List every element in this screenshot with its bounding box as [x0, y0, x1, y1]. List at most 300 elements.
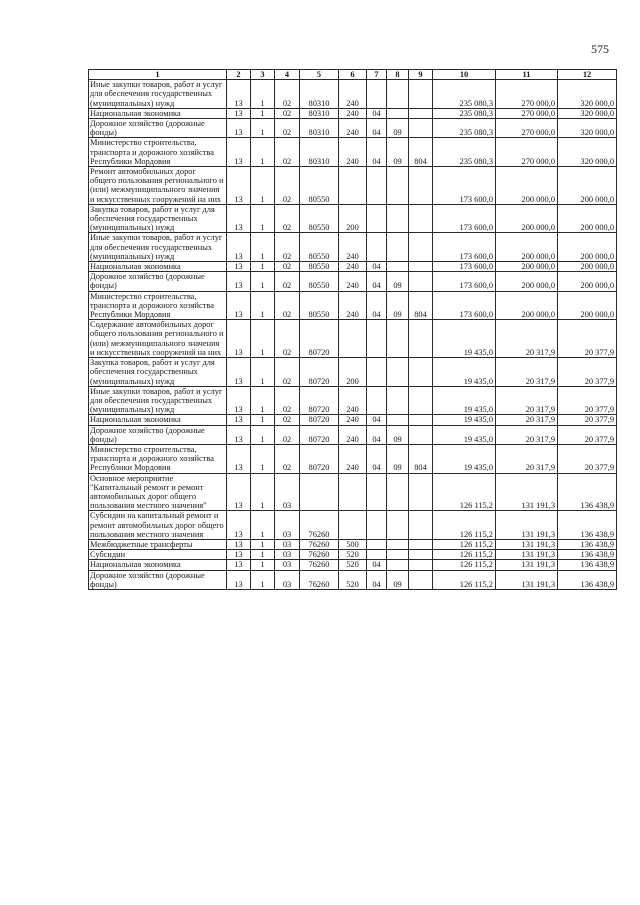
- item-name: Дорожное хозяйство (дорожные фонды): [89, 425, 227, 444]
- code-cell: 02: [275, 138, 300, 167]
- amount-cell: 200 000,0: [558, 167, 617, 205]
- amount-cell: 136 438,9: [558, 539, 617, 549]
- code-cell: 76260: [300, 570, 339, 589]
- code-cell: [387, 80, 409, 109]
- amount-cell: 131 191,3: [496, 570, 558, 589]
- code-cell: 1: [251, 272, 275, 291]
- code-cell: [409, 550, 433, 560]
- code-cell: 04: [367, 444, 387, 473]
- code-cell: 804: [409, 138, 433, 167]
- amount-cell: 200 000,0: [558, 204, 617, 233]
- page-number: 575: [591, 42, 609, 56]
- code-cell: [409, 204, 433, 233]
- table-row: [89, 262, 617, 272]
- table-row: [89, 444, 617, 473]
- amount-cell: 20 377,9: [558, 415, 617, 425]
- code-cell: 13: [227, 473, 251, 511]
- code-cell: 02: [275, 167, 300, 205]
- amount-cell: 235 080,3: [433, 80, 496, 109]
- table-row: [89, 233, 617, 262]
- code-cell: 80310: [300, 80, 339, 109]
- amount-cell: 20 317,9: [496, 320, 558, 358]
- amount-cell: 235 080,3: [433, 119, 496, 138]
- code-cell: 02: [275, 262, 300, 272]
- code-cell: 13: [227, 539, 251, 549]
- amount-cell: 200 000,0: [496, 272, 558, 291]
- amount-cell: 131 191,3: [496, 550, 558, 560]
- code-cell: 76260: [300, 550, 339, 560]
- budget-table: [88, 69, 617, 590]
- code-cell: 1: [251, 570, 275, 589]
- code-cell: 13: [227, 444, 251, 473]
- item-name: Министерство строительства, транспорта и дорожного хозяйства Республики Мордовия: [89, 138, 227, 167]
- table-row: [89, 80, 617, 109]
- code-cell: 76260: [300, 560, 339, 570]
- column-header: 4: [275, 70, 300, 80]
- amount-cell: 131 191,3: [496, 473, 558, 511]
- code-cell: 80550: [300, 291, 339, 320]
- amount-cell: 270 000,0: [496, 138, 558, 167]
- code-cell: 1: [251, 539, 275, 549]
- code-cell: 1: [251, 511, 275, 540]
- code-cell: 02: [275, 204, 300, 233]
- item-name: Субсидии на капитальный ремонт и ремонт автомобильных дорог общего пользования местного значения: [89, 511, 227, 540]
- amount-cell: 19 435,0: [433, 320, 496, 358]
- code-cell: [367, 320, 387, 358]
- code-cell: 13: [227, 358, 251, 387]
- code-cell: 04: [367, 415, 387, 425]
- table-header-row: [89, 70, 617, 80]
- code-cell: 04: [367, 108, 387, 118]
- code-cell: 240: [339, 138, 367, 167]
- amount-cell: 200 000,0: [496, 262, 558, 272]
- code-cell: 240: [339, 233, 367, 262]
- table-row: [89, 415, 617, 425]
- code-cell: 13: [227, 320, 251, 358]
- amount-cell: 126 115,2: [433, 511, 496, 540]
- code-cell: [387, 560, 409, 570]
- code-cell: 1: [251, 233, 275, 262]
- code-cell: 03: [275, 473, 300, 511]
- item-name: Национальная экономика: [89, 415, 227, 425]
- code-cell: 04: [367, 570, 387, 589]
- code-cell: 09: [387, 272, 409, 291]
- code-cell: 240: [339, 108, 367, 118]
- code-cell: [409, 262, 433, 272]
- code-cell: [387, 386, 409, 415]
- amount-cell: 19 435,0: [433, 386, 496, 415]
- code-cell: [387, 473, 409, 511]
- code-cell: 520: [339, 550, 367, 560]
- code-cell: [367, 80, 387, 109]
- amount-cell: 173 600,0: [433, 272, 496, 291]
- code-cell: [409, 108, 433, 118]
- code-cell: 80310: [300, 119, 339, 138]
- amount-cell: 126 115,2: [433, 539, 496, 549]
- item-name: Основное мероприятие "Капитальный ремонт и ремонт автомобильных дорог общего пользования местного значения": [89, 473, 227, 511]
- code-cell: 80720: [300, 415, 339, 425]
- table-row: [89, 560, 617, 570]
- code-cell: [387, 204, 409, 233]
- code-cell: 80310: [300, 138, 339, 167]
- amount-cell: 270 000,0: [496, 119, 558, 138]
- amount-cell: 126 115,2: [433, 560, 496, 570]
- code-cell: 03: [275, 511, 300, 540]
- amount-cell: 235 080,3: [433, 108, 496, 118]
- code-cell: [409, 539, 433, 549]
- code-cell: 1: [251, 138, 275, 167]
- code-cell: 1: [251, 291, 275, 320]
- code-cell: 1: [251, 473, 275, 511]
- amount-cell: 136 438,9: [558, 511, 617, 540]
- code-cell: [409, 358, 433, 387]
- item-name: Закупка товаров, работ и услуг для обеспечения государственных (муниципальных) нужд: [89, 204, 227, 233]
- column-header: 1: [89, 70, 227, 80]
- code-cell: [387, 108, 409, 118]
- amount-cell: 200 000,0: [496, 204, 558, 233]
- code-cell: [409, 415, 433, 425]
- code-cell: 200: [339, 358, 367, 387]
- amount-cell: 200 000,0: [558, 233, 617, 262]
- code-cell: 13: [227, 511, 251, 540]
- amount-cell: 320 000,0: [558, 138, 617, 167]
- code-cell: 240: [339, 415, 367, 425]
- code-cell: 13: [227, 233, 251, 262]
- code-cell: 80550: [300, 167, 339, 205]
- item-name: Министерство строительства, транспорта и дорожного хозяйства Республики Мордовия: [89, 444, 227, 473]
- code-cell: [409, 560, 433, 570]
- code-cell: 13: [227, 167, 251, 205]
- code-cell: 02: [275, 386, 300, 415]
- code-cell: 13: [227, 108, 251, 118]
- code-cell: [387, 511, 409, 540]
- column-header: 2: [227, 70, 251, 80]
- code-cell: 500: [339, 539, 367, 549]
- amount-cell: 136 438,9: [558, 560, 617, 570]
- code-cell: 80720: [300, 320, 339, 358]
- column-header: 7: [367, 70, 387, 80]
- column-header: 11: [496, 70, 558, 80]
- code-cell: 02: [275, 119, 300, 138]
- code-cell: 04: [367, 119, 387, 138]
- code-cell: [387, 358, 409, 387]
- amount-cell: 320 000,0: [558, 80, 617, 109]
- code-cell: 04: [367, 138, 387, 167]
- code-cell: [409, 80, 433, 109]
- amount-cell: 20 377,9: [558, 320, 617, 358]
- code-cell: 240: [339, 262, 367, 272]
- code-cell: [409, 473, 433, 511]
- code-cell: 13: [227, 560, 251, 570]
- code-cell: [367, 204, 387, 233]
- code-cell: [387, 550, 409, 560]
- code-cell: [387, 320, 409, 358]
- code-cell: [339, 511, 367, 540]
- code-cell: 02: [275, 425, 300, 444]
- item-name: Закупка товаров, работ и услуг для обеспечения государственных (муниципальных) нужд: [89, 358, 227, 387]
- code-cell: 80720: [300, 444, 339, 473]
- code-cell: 09: [387, 425, 409, 444]
- amount-cell: 320 000,0: [558, 119, 617, 138]
- item-name: Министерство строительства, транспорта и дорожного хозяйства Республики Мордовия: [89, 291, 227, 320]
- code-cell: [409, 233, 433, 262]
- table-body: [89, 80, 617, 590]
- amount-cell: 131 191,3: [496, 560, 558, 570]
- code-cell: 13: [227, 204, 251, 233]
- code-cell: 1: [251, 119, 275, 138]
- code-cell: 1: [251, 550, 275, 560]
- code-cell: [409, 386, 433, 415]
- amount-cell: 200 000,0: [496, 167, 558, 205]
- table-row: [89, 167, 617, 205]
- code-cell: 09: [387, 138, 409, 167]
- amount-cell: 20 317,9: [496, 358, 558, 387]
- amount-cell: 19 435,0: [433, 425, 496, 444]
- code-cell: 80550: [300, 204, 339, 233]
- code-cell: [367, 550, 387, 560]
- code-cell: 804: [409, 444, 433, 473]
- table-row: [89, 272, 617, 291]
- amount-cell: 173 600,0: [433, 291, 496, 320]
- code-cell: 240: [339, 119, 367, 138]
- item-name: Национальная экономика: [89, 108, 227, 118]
- code-cell: 240: [339, 291, 367, 320]
- item-name: Ремонт автомобильных дорог общего пользования регионального и (или) межмуниципального значения и искусственных сооружений на них: [89, 167, 227, 205]
- table-row: [89, 425, 617, 444]
- code-cell: 03: [275, 539, 300, 549]
- code-cell: 09: [387, 444, 409, 473]
- code-cell: 80720: [300, 425, 339, 444]
- code-cell: 13: [227, 262, 251, 272]
- code-cell: 02: [275, 233, 300, 262]
- code-cell: 02: [275, 291, 300, 320]
- code-cell: 13: [227, 291, 251, 320]
- table-row: [89, 320, 617, 358]
- amount-cell: 200 000,0: [496, 291, 558, 320]
- code-cell: 240: [339, 425, 367, 444]
- code-cell: [367, 233, 387, 262]
- code-cell: [409, 272, 433, 291]
- amount-cell: 136 438,9: [558, 570, 617, 589]
- code-cell: [367, 473, 387, 511]
- code-cell: 520: [339, 570, 367, 589]
- code-cell: 1: [251, 204, 275, 233]
- amount-cell: 19 435,0: [433, 444, 496, 473]
- item-name: Национальная экономика: [89, 262, 227, 272]
- code-cell: 240: [339, 386, 367, 415]
- code-cell: 02: [275, 320, 300, 358]
- column-header: 3: [251, 70, 275, 80]
- amount-cell: 20 377,9: [558, 386, 617, 415]
- code-cell: 76260: [300, 511, 339, 540]
- code-cell: [387, 262, 409, 272]
- amount-cell: 20 317,9: [496, 425, 558, 444]
- amount-cell: 20 317,9: [496, 444, 558, 473]
- code-cell: [367, 386, 387, 415]
- code-cell: [367, 358, 387, 387]
- item-name: Дорожное хозяйство (дорожные фонды): [89, 570, 227, 589]
- code-cell: [409, 425, 433, 444]
- amount-cell: 126 115,2: [433, 570, 496, 589]
- amount-cell: 20 377,9: [558, 358, 617, 387]
- item-name: Иные закупки товаров, работ и услуг для обеспечения государственных (муниципальных) нужд: [89, 80, 227, 109]
- item-name: Дорожное хозяйство (дорожные фонды): [89, 272, 227, 291]
- code-cell: 200: [339, 204, 367, 233]
- table-row: [89, 511, 617, 540]
- table-row: [89, 473, 617, 511]
- amount-cell: 19 435,0: [433, 415, 496, 425]
- code-cell: 520: [339, 560, 367, 570]
- code-cell: 02: [275, 272, 300, 291]
- code-cell: 13: [227, 425, 251, 444]
- code-cell: [409, 119, 433, 138]
- code-cell: 1: [251, 425, 275, 444]
- table-row: [89, 386, 617, 415]
- code-cell: 02: [275, 80, 300, 109]
- item-name: Межбюджетные трансферты: [89, 539, 227, 549]
- code-cell: 03: [275, 550, 300, 560]
- code-cell: 02: [275, 108, 300, 118]
- amount-cell: 173 600,0: [433, 204, 496, 233]
- column-header: 8: [387, 70, 409, 80]
- code-cell: 240: [339, 444, 367, 473]
- amount-cell: 270 000,0: [496, 108, 558, 118]
- amount-cell: 20 317,9: [496, 386, 558, 415]
- amount-cell: 126 115,2: [433, 550, 496, 560]
- code-cell: 1: [251, 108, 275, 118]
- code-cell: 02: [275, 444, 300, 473]
- item-name: Иные закупки товаров, работ и услуг для обеспечения государственных (муниципальных) нужд: [89, 386, 227, 415]
- code-cell: 02: [275, 358, 300, 387]
- code-cell: [409, 167, 433, 205]
- code-cell: 80550: [300, 262, 339, 272]
- code-cell: 1: [251, 167, 275, 205]
- amount-cell: 136 438,9: [558, 473, 617, 511]
- code-cell: 76260: [300, 539, 339, 549]
- code-cell: [387, 233, 409, 262]
- code-cell: 13: [227, 550, 251, 560]
- table-row: [89, 570, 617, 589]
- table-row: [89, 291, 617, 320]
- code-cell: [409, 320, 433, 358]
- code-cell: 04: [367, 560, 387, 570]
- code-cell: 80720: [300, 358, 339, 387]
- table-row: [89, 539, 617, 549]
- table-row: [89, 119, 617, 138]
- code-cell: [387, 167, 409, 205]
- item-name: Субсидии: [89, 550, 227, 560]
- code-cell: 1: [251, 358, 275, 387]
- code-cell: 1: [251, 320, 275, 358]
- table-row: [89, 358, 617, 387]
- amount-cell: 173 600,0: [433, 167, 496, 205]
- table-row: [89, 550, 617, 560]
- amount-cell: 136 438,9: [558, 550, 617, 560]
- table-row: [89, 108, 617, 118]
- amount-cell: 131 191,3: [496, 511, 558, 540]
- code-cell: 04: [367, 291, 387, 320]
- code-cell: 1: [251, 560, 275, 570]
- code-cell: 240: [339, 272, 367, 291]
- code-cell: 03: [275, 570, 300, 589]
- amount-cell: 270 000,0: [496, 80, 558, 109]
- amount-cell: 173 600,0: [433, 262, 496, 272]
- code-cell: 13: [227, 570, 251, 589]
- code-cell: 13: [227, 119, 251, 138]
- code-cell: [387, 415, 409, 425]
- code-cell: 80550: [300, 233, 339, 262]
- code-cell: 1: [251, 386, 275, 415]
- amount-cell: 20 317,9: [496, 415, 558, 425]
- code-cell: 1: [251, 415, 275, 425]
- item-name: Национальная экономика: [89, 560, 227, 570]
- amount-cell: 200 000,0: [558, 262, 617, 272]
- amount-cell: 200 000,0: [496, 233, 558, 262]
- code-cell: 04: [367, 262, 387, 272]
- amount-cell: 126 115,2: [433, 473, 496, 511]
- amount-cell: 131 191,3: [496, 539, 558, 549]
- code-cell: 1: [251, 80, 275, 109]
- code-cell: [300, 473, 339, 511]
- amount-cell: 20 377,9: [558, 444, 617, 473]
- amount-cell: 19 435,0: [433, 358, 496, 387]
- code-cell: [367, 511, 387, 540]
- code-cell: 03: [275, 560, 300, 570]
- code-cell: [409, 570, 433, 589]
- code-cell: [339, 167, 367, 205]
- code-cell: [339, 320, 367, 358]
- item-name: Дорожное хозяйство (дорожные фонды): [89, 119, 227, 138]
- code-cell: [339, 473, 367, 511]
- code-cell: [409, 511, 433, 540]
- code-cell: 240: [339, 80, 367, 109]
- code-cell: 09: [387, 570, 409, 589]
- code-cell: 1: [251, 262, 275, 272]
- table-row: [89, 138, 617, 167]
- column-header: 10: [433, 70, 496, 80]
- amount-cell: 20 377,9: [558, 425, 617, 444]
- code-cell: 80310: [300, 108, 339, 118]
- code-cell: 04: [367, 272, 387, 291]
- code-cell: 80720: [300, 386, 339, 415]
- code-cell: 09: [387, 291, 409, 320]
- column-header: 9: [409, 70, 433, 80]
- code-cell: 02: [275, 415, 300, 425]
- code-cell: 1: [251, 444, 275, 473]
- amount-cell: 200 000,0: [558, 291, 617, 320]
- column-header: 5: [300, 70, 339, 80]
- column-header: 6: [339, 70, 367, 80]
- code-cell: 09: [387, 119, 409, 138]
- code-cell: 804: [409, 291, 433, 320]
- item-name: Иные закупки товаров, работ и услуг для обеспечения государственных (муниципальных) нужд: [89, 233, 227, 262]
- code-cell: 13: [227, 415, 251, 425]
- amount-cell: 235 080,3: [433, 138, 496, 167]
- code-cell: [367, 539, 387, 549]
- column-header: 12: [558, 70, 617, 80]
- table-row: [89, 204, 617, 233]
- code-cell: 13: [227, 80, 251, 109]
- amount-cell: 320 000,0: [558, 108, 617, 118]
- item-name: Содержание автомобильных дорог общего пользования регионального и (или) межмуниципального значения и искусственных сооружений на них: [89, 320, 227, 358]
- code-cell: 80550: [300, 272, 339, 291]
- code-cell: 04: [367, 425, 387, 444]
- code-cell: [387, 539, 409, 549]
- amount-cell: 173 600,0: [433, 233, 496, 262]
- code-cell: [367, 167, 387, 205]
- code-cell: 13: [227, 138, 251, 167]
- code-cell: 13: [227, 272, 251, 291]
